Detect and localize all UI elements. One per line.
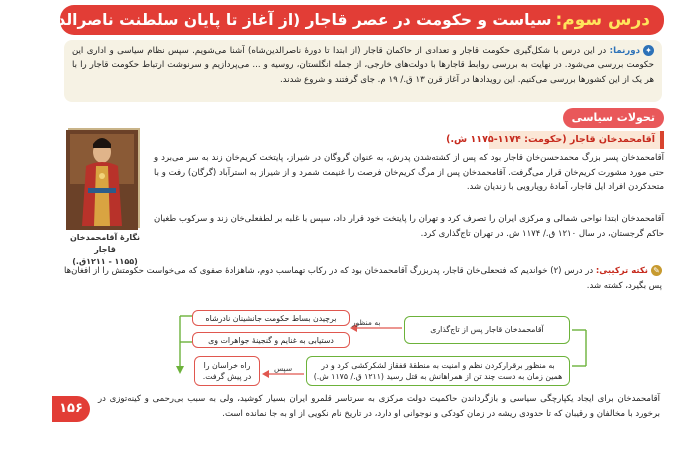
lesson-number: درس سوم: <box>555 10 650 30</box>
portrait-caption-title: نگارهٔ آقامحمدخان قاجار <box>69 233 141 254</box>
closing-paragraph: آقامحمدخان برای ایجاد یکپارچگی سیاسی و بازگرداندن حاکمیت دولت مرکزی به سرتاسر قلمرو ایران بسیار کوشید، ولی به سبب بی‌رحمی و کینه‌توزی در برخورد با مخالفان و رقیبان که تا حدودی ریشه در زمان کودکی و نوجوانی او دارد، در تاریخ نام نکویی از او به جا نمانده است. <box>98 394 660 419</box>
note-text: در درس (۲) خواندیم که فتحعلی‌خان قاجار، پدربزرگ آقامحمدخان بود که در رکاب تهماسب دوم، شاهزادهٔ صفوی که می‌خواست حکومتش را از افغان‌ها پس بگیرد، کشته شد. <box>64 266 662 291</box>
lesson-title-bar <box>0 5 664 35</box>
diagram-arrow-label-purpose: به منظور <box>352 318 381 327</box>
diagram-box-treasure: دستیابی به غنایم و گنجینهٔ جواهرات وی <box>192 332 350 348</box>
section-heading: تحولات سیاسی <box>563 108 664 128</box>
page-number: ۱۵۶ <box>52 396 90 422</box>
paragraph-2: آقامحمدخان ابتدا نواحی شمالی و مرکزی ایران را تصرف کرد و تهران را پایتخت خود قرار داد، سپس با غلبه بر لطفعلی‌خان زند و سرکوب طغیان حاکم گرجستان، در سال ۱۲۱۰ ق./ ۱۱۷۴ ش. در تهران تاج‌گذاری کرد. <box>154 214 664 239</box>
note-tag: نکته ترکیبی: <box>595 266 648 276</box>
portrait-caption-years: (۱۱۵۵ - ۱۲۱۱ق.) <box>72 257 138 266</box>
paragraph-1: آقامحمدخان پسر بزرگ محمدحسن‌خان قاجار بود که پس از کشته‌شدن پدرش، به عنوان گروگان در شیراز، پایتخت کریم‌خان زند به سر می‌برد و حتی مورد مشورت کریم‌خان قرار می‌گرفت. آقامحمدخان پس از مرگ کریم‌خان فرصت را غنیمت شمرد و از شیراز به استرآباد (گرگان) رفت و با متحدکردن افراد ایل قاجار، آمادهٔ رویارویی با زندیان شد. <box>154 153 664 193</box>
lesson-title: سیاست و حکومت در عصر قاجار (از آغاز تا پایان سلطنت ناصرالدین‌شاه) <box>0 11 552 29</box>
note-box <box>64 264 662 304</box>
intro-text: در این درس با شکل‌گیری حکومت قاجار و تعدادی از حاکمان قاجار (از ابتدا تا دورهٔ ناصرالدین‌شاه) آشنا می‌شویم. سپس نظام سیاسی و اداری این حکومت بررسی می‌شود. در نهایت به بررسی روابط قاجارها با دولت‌های خارجی، از جمله انگلستان، روسیه و ... می‌پردازیم و سرنوشت ارتباط حکومت قاجار را با هر یک از این کشورها بررسی می‌کنیم. این رویدادها در آغاز قرن ۱۳ ق./ ۱۹ م. جای گرفتند و شروع شدند. <box>72 46 654 85</box>
portrait-caption <box>62 232 148 268</box>
diagram-box-after-coronation: آقامحمدخان قاجار پس از تاج‌گذاری <box>404 316 570 344</box>
intro-box <box>64 40 662 102</box>
intro-tag: دورنما: <box>609 46 640 56</box>
diagram-box-dismantle: برچیدن بساط حکومت جانشینان نادرشاه <box>192 310 350 326</box>
note-icon: ✎ <box>651 265 662 276</box>
portrait-image <box>68 128 140 228</box>
diagram-arrow-label-then: سپس <box>274 364 293 373</box>
diagram-box-caucasus: به منظور برقرارکردن نظم و امنیت به منطقهٔ قفقاز لشکرکشی کرد و در همین زمان به دست چند تن از همراهانش به قتل رسید (۱۲۱۱ ق./ ۱۱۷۵ ش.) <box>306 356 570 386</box>
diagram-box-khorasan: راه خراسان را در پیش گرفت. <box>194 356 260 386</box>
subsection-heading: آقامحمدخان قاجار (حکومت: ۱۱۷۴-۱۱۷۵ ش.) <box>489 131 664 149</box>
info-icon: ✦ <box>643 45 654 56</box>
portrait-figure-icon <box>66 130 138 230</box>
